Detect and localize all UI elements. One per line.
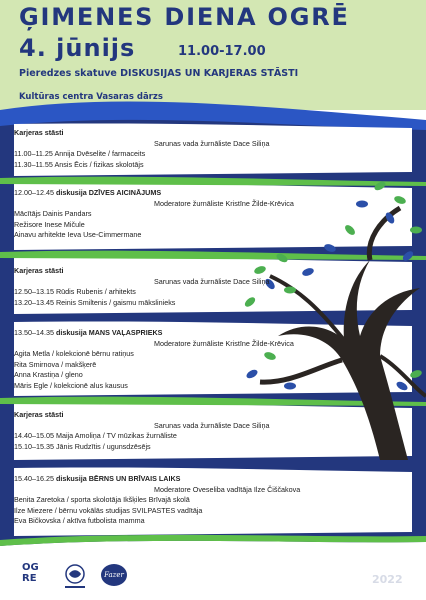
- schedule-item: 15.10–15.35 Jānis Rudzītis / ugunsdzēsējs: [14, 441, 151, 451]
- schedule-item: 11.00–11.25 Annija Dvēselite / farmaceits: [14, 149, 146, 159]
- block-moderator: Moderatore žurnāliste Kristīne Žilde-Krēvica: [154, 338, 294, 348]
- block-heading: Karjeras stāsti: [14, 128, 64, 137]
- block-moderator: Sarunas vada žurnāliste Dace Siliņa: [154, 276, 270, 286]
- schedule-item: 13.20–13.45 Reinis Smiltenis / gaismu mākslinieks: [14, 297, 176, 307]
- panelist: Ainavu arhitekte Ieva Use-Cimmermane: [14, 230, 142, 240]
- cultural-center-logo: [60, 561, 90, 591]
- schedule-item: 11.30–11.55 Ansis Ēcis / fizikas skolotājs: [14, 159, 144, 169]
- block-moderator: Sarunas vada žurnāliste Dace Siliņa: [154, 138, 270, 148]
- panelist: Ilze Miezere / bērnu vokālās studijas SVILPASTES vadītāja: [14, 505, 203, 515]
- block-title: diskusija MANS VAĻASPRIEKS: [55, 328, 163, 337]
- event-venue: Kultūras centra Vasaras dārzs: [19, 92, 163, 102]
- ogre-logo: OGRE: [22, 562, 39, 584]
- event-time: 11.00-17.00: [178, 44, 266, 59]
- block-time: 12.00–12.45: [14, 188, 56, 197]
- block-moderator: Sarunas vada žurnāliste Dace Siliņa: [154, 420, 270, 430]
- schedule-item: 12.50–13.15 Rūdis Rubenis / arhitekts: [14, 287, 136, 297]
- schedule-block-5: [14, 410, 412, 452]
- schedule-block-3: [14, 266, 412, 308]
- block-moderator: Moderatore žurnāliste Kristīne Žilde-Krēvica: [154, 198, 294, 208]
- year-watermark: 2022: [372, 573, 403, 586]
- schedule-block-6: [14, 474, 412, 527]
- block-heading: [14, 474, 412, 485]
- block-title: diskusija BĒRNS UN BRĪVAIS LAIKS: [55, 474, 181, 483]
- event-date: 4. jūnijs: [19, 34, 136, 62]
- event-title: ĢIMENES DIENA OGRĒ: [19, 3, 350, 31]
- panelist: Benita Zaretoka / sporta skolotāja Ikšķiles Brīvajā skolā: [14, 495, 190, 505]
- schedule-item: 14.40–15.05 Maija Amoliņa / TV mūzikas žurnāliste: [14, 431, 177, 441]
- schedule-block-4: [14, 328, 412, 392]
- panelist: Eva Bičkovska / aktīva futbolista mamma: [14, 516, 145, 526]
- block-title: diskusija DZĪVES AICINĀJUMS: [55, 188, 162, 197]
- panelist: Māris Egle / kolekcionē alus kausus: [14, 380, 128, 390]
- event-subtitle: Pieredzes skatuve DISKUSIJAS UN KARJERAS STĀSTI: [19, 68, 299, 79]
- block-moderator: Moderatore Oveseliba vadītāja Ilze Čiščakova: [154, 484, 301, 494]
- fazer-logo: Fazer: [101, 564, 127, 586]
- block-time: 13.50–14.35: [14, 328, 56, 337]
- block-heading: [14, 188, 412, 199]
- block-heading: Karjeras stāsti: [14, 410, 64, 419]
- panelist: Mācītājs Dainis Pandars: [14, 209, 92, 219]
- block-time: 15.40–16.25: [14, 474, 56, 483]
- schedule-block-2: [14, 188, 412, 241]
- panelist: Anna Krastiņa / gleno: [14, 370, 83, 380]
- block-heading: [14, 328, 412, 339]
- panelist: Rita Smirnova / makšķerē: [14, 359, 97, 369]
- schedule-block-1: [14, 128, 412, 170]
- panelist: Agita Metla / kolekcionē bērnu ratiņus: [14, 349, 134, 359]
- panelist: Režisore Inese Mičule: [14, 219, 85, 229]
- block-heading: Karjeras stāsti: [14, 266, 64, 275]
